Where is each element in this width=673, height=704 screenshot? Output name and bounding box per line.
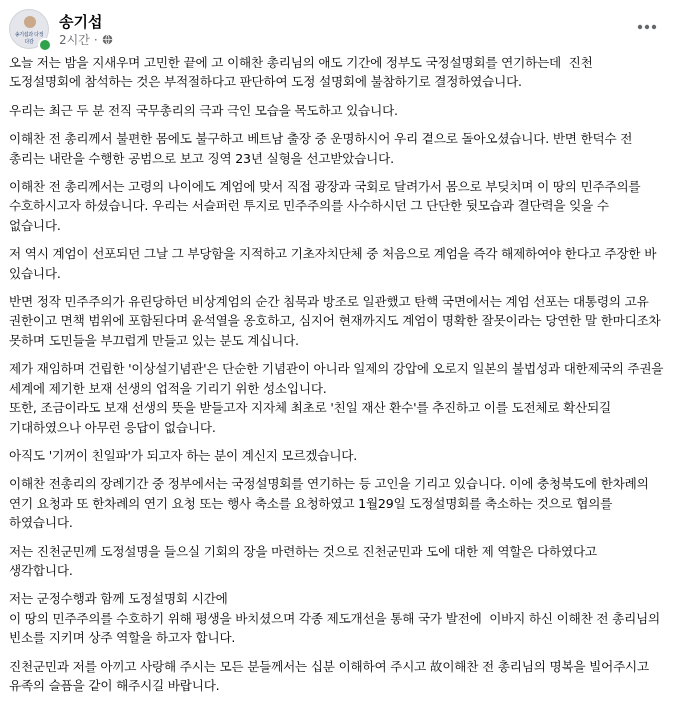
post-paragraph: 저 역시 계엄이 선포되던 그날 그 부당함을 지적하고 기초자치단체 중 처음으로 계엄을 즉각 해제하여야 한다고 주장한 바 있습니다. — [9, 246, 660, 281]
post-timestamp[interactable]: 2시간 — [59, 33, 90, 47]
globe-icon[interactable] — [102, 34, 113, 45]
post-paragraph: 아직도 '기꺼이 친일파'가 되고자 하는 분이 계신지 모르겠습니다. — [9, 447, 358, 463]
online-status-icon — [38, 38, 52, 52]
post-paragraph: 저는 진천군민께 도정설명을 들으실 기회의 장을 마련하는 것으로 진천군민과 도에 대한 제 역할은 다하였다고 생각합니다. — [9, 543, 601, 578]
post-body — [9, 53, 664, 704]
post-paragraph: 제가 재임하며 건립한 '이상설기념관'은 단순한 기념관이 아니라 일제의 강압에 오로지 일본의 불법성과 대한제국의 주권을 세계에 제기한 보재 선생의 업적을 기리기 위한 성소입니다. 또한, 조금이라도 보재 선생의 뜻을 받들고자 지자체 최초로 '친일 재산 환수'를 추진하고 이를 도전체로 확산되길 기대하였으나 아무런 응답이 없습니다. — [9, 361, 664, 435]
post-paragraph: 이해찬 전 총리께서 불편한 몸에도 불구하고 베트남 출장 중 운명하시어 우리 곁으로 돌아오셨습니다. 반면 한덕수 전 총리는 내란을 수행한 공범으로 보고 징역 23년 실형을 선고받았습니다. — [9, 131, 637, 166]
more-options-icon[interactable] — [633, 15, 661, 39]
post-paragraph: 우리는 최근 두 분 전직 국무총리의 극과 극인 모습을 목도하고 있습니다. — [9, 102, 398, 118]
post-paragraph: 오늘 저는 밤을 지새우며 고민한 끝에 고 이해찬 총리님의 애도 기간에 정부도 국정설명회를 연기하는데 진천 도정설명회에 참석하는 것은 부적절하다고 판단하여 도정 설명회에 불참하기로 결정하였습니다. — [9, 55, 597, 90]
post-paragraph: 이해찬 전 총리께서는 고령의 나이에도 계엄에 맞서 직접 광장과 국회로 달려가서 몸으로 부딪치며 이 땅의 민주주의를 수호하시고자 하셨습니다. 우리는 서슬퍼런 투지로 민주주의를 사수하시던 그 단단한 뒷모습과 결단력을 잊을 수 없습니다. — [9, 179, 645, 233]
post-meta — [59, 31, 113, 48]
avatar-caption: 송기섭과 다정다감 — [14, 32, 44, 45]
avatar-face — [24, 16, 36, 28]
author-name[interactable]: 송기섭 — [59, 13, 103, 31]
post-paragraph: 이해찬 전총리의 장례기간 중 정부에서는 국정설명회를 연기하는 등 고인을 기리고 있습니다. 이에 충청북도에 한차례의 연기 요청과 또 한차례의 연기 요청 또는 행사 축소를 요청하였고 1월29일 도정설명회를 축소하는 것으로 협의를 하였습니다. — [9, 476, 653, 531]
post-paragraph: 반면 정작 민주주의가 유린당하던 비상계엄의 순간 침묵과 방조로 일관했고 탄핵 국면에서는 계엄 선포는 대통령의 고유 권한이고 면책 범위에 포함된다며 윤석열을 옹호하고, 심지어 현재까지도 계엄이 명확한 잘못이라는 당연한 말 한마디조차 못하며 도민들을 부끄럽게 만들고 있는 분도 계십니다. — [9, 294, 665, 348]
post-header — [9, 9, 673, 51]
post-paragraph: 저는 군정수행과 함께 도정설명회 시간에 이 땅의 민주주의를 수호하기 위해 평생을 바치셨으며 각종 제도개선을 통해 국가 발전에 이바지 하신 이해찬 전 총리님의 빈소를 지키며 상주 역할을 하고자 합니다. — [9, 591, 660, 646]
post-paragraph: 진천군민과 저를 아끼고 사랑해 주시는 모든 분들께서는 십분 이해하여 주시고 故이해찬 전 총리님의 명복을 빌어주시고 유족의 슬픔을 같이 해주시길 바랍니다. — [9, 658, 653, 693]
meta-separator: · — [93, 32, 98, 47]
